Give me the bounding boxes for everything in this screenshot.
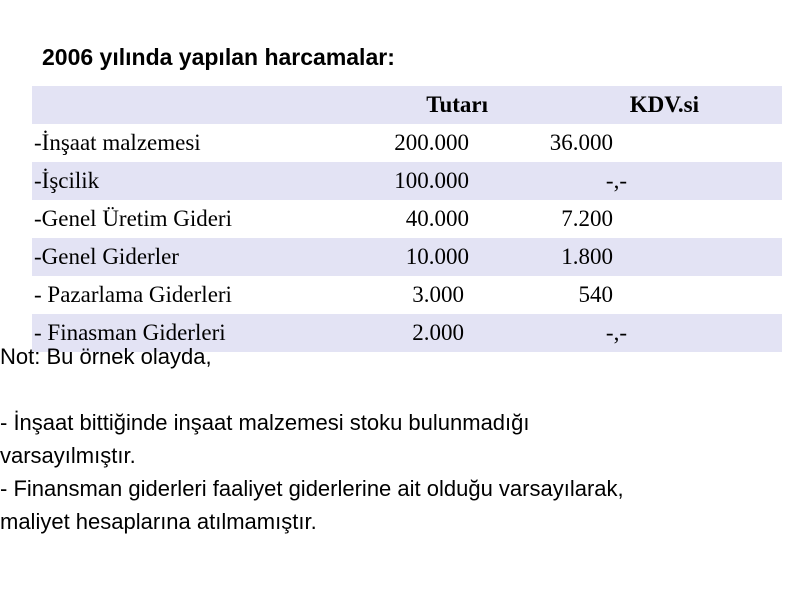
row-amount: 2.000 <box>412 320 464 345</box>
row-amount: 100.000 <box>394 168 469 193</box>
table-row <box>32 162 782 200</box>
table-row <box>32 276 782 314</box>
row-kdv: -,- <box>605 168 627 193</box>
row-amount: 3.000 <box>412 282 464 307</box>
table-header-row <box>32 86 782 124</box>
note-line: maliyet hesaplarına atılmamıştır. <box>0 509 317 534</box>
header-kdv: KDV.si <box>629 92 699 117</box>
row-item: - Finasman Giderleri <box>34 320 226 345</box>
row-item: -İşcilik <box>34 168 100 193</box>
row-item: - Pazarlama Giderleri <box>34 282 232 307</box>
note-line: - Finansman giderleri faaliyet giderlerine ait olduğu varsayılarak, <box>0 476 624 501</box>
page-title: 2006 yılında yapılan harcamalar: <box>42 44 395 70</box>
row-item: -Genel Üretim Gideri <box>34 206 232 231</box>
row-kdv: 7.200 <box>561 206 613 231</box>
table-row <box>32 200 782 238</box>
table-row <box>32 238 782 276</box>
row-amount: 200.000 <box>394 130 469 155</box>
row-kdv: 540 <box>578 282 613 307</box>
row-item: -İnşaat malzemesi <box>34 130 201 155</box>
note-line: varsayılmıştır. <box>0 443 136 468</box>
table-row <box>32 124 782 162</box>
expense-table <box>32 86 782 352</box>
note-block <box>0 340 790 538</box>
row-amount: 40.000 <box>405 206 469 231</box>
row-kdv: -,- <box>605 320 627 345</box>
header-amount: Tutarı <box>426 92 488 117</box>
note-heading: Not: Bu örnek olayda, <box>0 344 212 369</box>
row-item: -Genel Giderler <box>34 244 179 269</box>
row-amount: 10.000 <box>405 244 469 269</box>
row-kdv: 1.800 <box>561 244 613 269</box>
note-line: - İnşaat bittiğinde inşaat malzemesi stoku bulunmadığı <box>0 410 530 435</box>
note-spacer <box>0 373 790 406</box>
row-kdv: 36.000 <box>549 130 613 155</box>
